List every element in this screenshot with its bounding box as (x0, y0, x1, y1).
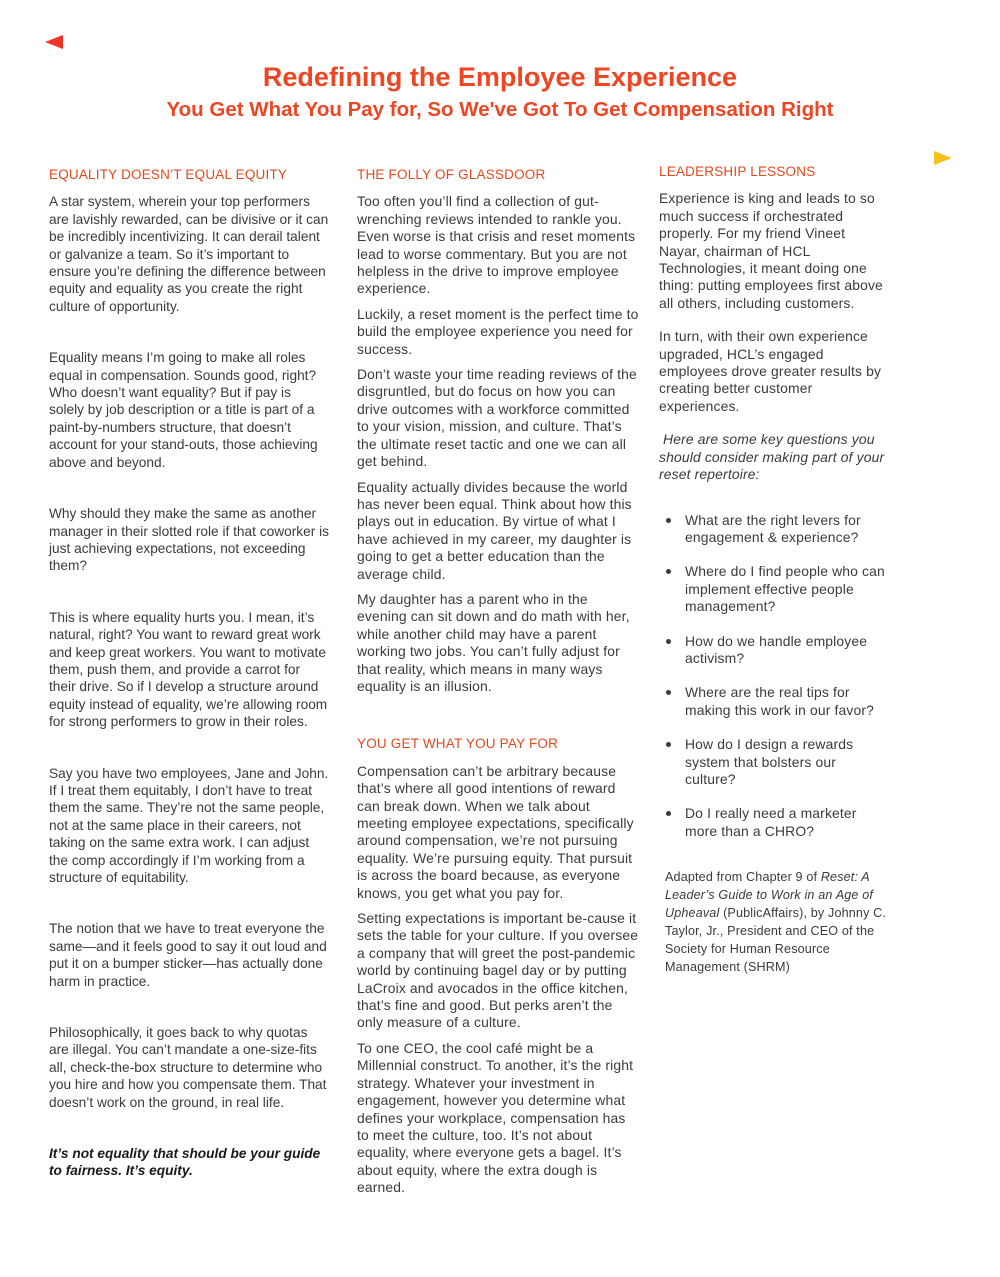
paragraph: Don’t waste your time reading reviews of the disgruntled, but do focus on how you can drive outcomes with a workforce committed to your vision, mission, and culture. That’s the ultimate reset tactic and one we can all get behind. (357, 366, 637, 470)
book-title: Reset: A Leader’s Guide to Work in an Age of Upheaval (665, 870, 874, 921)
list-item: How do we handle employee activism? (685, 633, 887, 668)
paragraph: Luckily, a reset moment is the perfect time to build the employee experience you need for success. (357, 305, 639, 357)
section-heading-equality: EQUALITY DOESN’T EQUAL EQUITY (49, 167, 288, 182)
questions-intro: Here are some key questions you should consider making part of your reset repertoire: (659, 431, 889, 483)
section-heading-pay: YOU GET WHAT YOU PAY FOR (357, 736, 559, 752)
column-equality (49, 166, 329, 1214)
column-glassdoor (357, 166, 639, 1205)
section-heading-leadership: LEADERSHIP LESSONS (659, 164, 816, 179)
paragraph: Equality means I’m going to make all roles equal in compensation. Sounds good, right? Who doesn’t want equality? But if pay is solely by job description or a title is part of a paint-by-numbers structure, that doesn’t account for your stand-outs, those achieving above and beyond. (49, 350, 318, 470)
attribution-note (659, 868, 887, 976)
paragraph: Too often you’ll find a collection of gut-wrenching reviews intended to rankle you. Even worse is that crisis and reset moments lead to worse commentary. But you are not helpless in the drive to improve employee experience. (357, 193, 636, 297)
list-item: Where are the real tips for making this work in our favor? (685, 684, 887, 719)
paragraph: Equality actually divides because the world has never been equal. Think about how this plays out in education. By virtue of what I have achieved in my career, my daughter is going to get a better education than the average child. (357, 478, 632, 582)
attribution-prefix: Adapted from Chapter 9 of (665, 870, 821, 885)
list-item: Where do I find people who can implement effective people management? (685, 563, 887, 615)
paragraph: Say you have two employees, Jane and John. If I treat them equitably, I don’t have to treat them the same. They’re not the same people, not at the same place in their careers, not taking on the same extra work. I can adjust the comp accordingly if I’m working from a structure of equitability. (49, 765, 329, 885)
section-heading-glassdoor: THE FOLLY OF GLASSDOOR (357, 167, 546, 182)
paragraph: A star system, wherein your top performers are lavishly rewarded, can be divisive or it can be incredibly incentivizing. It can derail talent or galvanize a team. So it’s important to ensure you’re defining the difference between equity and equality as you create the right culture of opportunity. (49, 194, 329, 314)
page-title: Redefining the Employee Experience (262, 62, 738, 92)
page-subtitle: You Get What You Pay for, So We've Got To Get Compensation Right (166, 98, 834, 121)
paragraph: Experience is king and leads to so much success if orchestrated properly. For my friend Vineet Nayar, chairman of HCL Technologies, it meant doing one thing: putting employees first above all others, including customers. (659, 190, 883, 311)
column-leadership (659, 163, 887, 976)
paragraph: My daughter has a parent who in the evening can sit down and do math with her, while another child may have a parent working two jobs. You can’t fully adjust for that reality, which means in many ways equality is an illusion. (357, 590, 630, 694)
questions-list (659, 512, 887, 841)
attribution-suffix: (PublicAffairs), by Johnny C. Taylor, Jr., President and CEO of the Society for Human Resource Management (SHRM) (665, 906, 887, 975)
paragraph: Philosophically, it goes back to why quotas are illegal. You can’t mandate a one-size-fits all, check-the-box structure to determine who you hire and how you compensate them. That doesn’t work on the ground, in real life. (49, 1025, 327, 1110)
paragraph: In turn, with their own experience upgraded, HCL’s engaged employees drove greater results by creating better customer experiences. (659, 328, 882, 414)
list-item: Do I really need a marketer more than a CHRO? (685, 805, 887, 840)
paragraph: Setting expectations is important be-cause it sets the table for your culture. If you oversee a company that will greet the post-pandemic world by continuing bagel day or by putting LaCroix and avocados in the office kitchen, that’s fine and good. But perks aren’t the only measure of a culture. (357, 910, 639, 1031)
paragraph: Compensation can’t be arbitrary because that’s where all good intentions of reward can break down. When we talk about meeting employee expectations, specifically around compensation, we’re not pursuing equality. We’re pursuing equity. That pursuit is across the board because, as everyone knows, you get what you pay for. (357, 762, 634, 901)
list-item: How do I design a rewards system that bolsters our culture? (685, 736, 887, 788)
paragraph: This is where equality hurts you. I mean, it’s natural, right? You want to reward great work and keep great workers. You want to motivate them, push them, and provide a carrot for their drive. So if I develop a structure around equity instead of equality, we’re allowing room for strong performers to grow in their roles. (49, 609, 328, 730)
closing-statement: It’s not equality that should be your guide to fairness. It’s equity. (49, 1146, 321, 1179)
paragraph: To one CEO, the cool café might be a Millennial construct. To another, it’s the right strategy. Whatever your investment in engagement, however you determine what defines your workplace, compensation has to meet the culture, too. It’s not about equality, where everyone gets a bagel. It’s about equity, where the extra dough is earned. (357, 1039, 634, 1196)
paragraph: Why should they make the same as another manager in their slotted role if that coworker is just achieving expectations, not exceeding them? (49, 506, 329, 574)
paragraph: The notion that we have to treat everyone the same—and it feels good to say it out loud and put it on a bumper sticker—has actually done harm in practice. (49, 921, 327, 989)
top-left-arrow (45, 35, 944, 49)
list-item: What are the right levers for engagement & experience? (685, 512, 887, 547)
